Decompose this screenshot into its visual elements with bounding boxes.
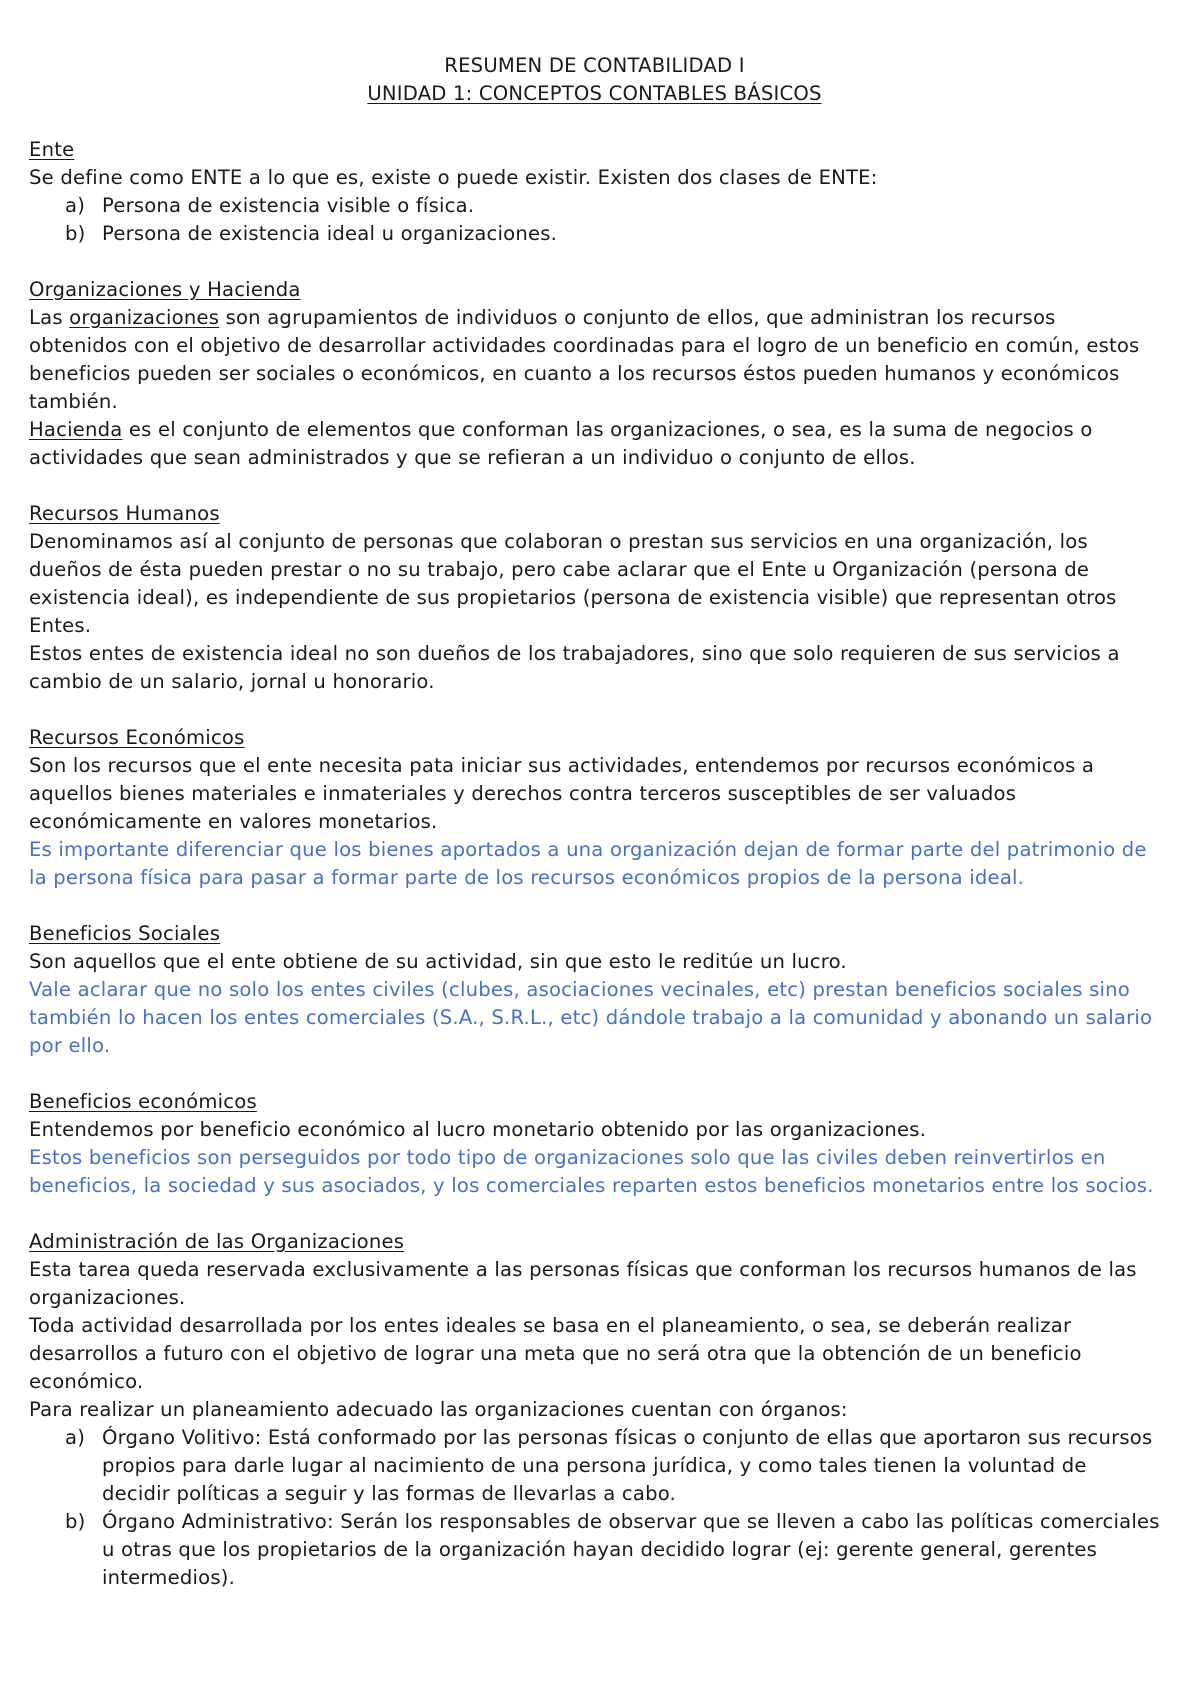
text-run: son agrupamientos de individuos o conjunto de ellos, que administran los recursos obtenidos con el objetivo de desarrollar actividades coordinadas para el logro de un beneficio en común, estos beneficios pueden ser sociales o económicos, en cuanto a los recursos éstos pueden humanos y económicos también. (29, 306, 1140, 413)
section-heading-ente: Ente (29, 138, 75, 161)
list-marker: b) (65, 222, 86, 245)
text-run: Las (29, 306, 70, 329)
term-organizaciones: organizaciones (69, 306, 220, 329)
text-run: es el conjunto de elementos que conforman las organizaciones, o sea, es la suma de negocios o actividades que sean administrados y que se refieran a un individuo o conjunto de ellos. (29, 418, 1093, 469)
spacer (29, 108, 1160, 136)
hacienda-paragraph (29, 416, 1160, 472)
list-marker: b) (65, 1510, 86, 1533)
spacer (29, 892, 1160, 920)
section-beneficios-economicos (29, 1088, 1160, 1200)
recursos-economicos-paragraph-1: Son los recursos que el ente necesita pata iniciar sus actividades, entendemos por recursos económicos a aquellos bienes materiales e inmateriales y derechos contra terceros susceptibles de ser valuados económicamente en valores monetarios. (29, 754, 1095, 833)
beneficios-sociales-note: Vale aclarar que no solo los entes civiles (clubes, asociaciones vecinales, etc) prestan beneficios sociales sino también lo hacen los entes comerciales (S.A., S.R.L., etc) dándole trabajo a la comunidad y abonando un salario por ello. (29, 978, 1153, 1057)
organizaciones-paragraph (29, 304, 1160, 416)
organos-list (29, 1424, 1160, 1592)
section-heading-recursos-humanos: Recursos Humanos (29, 502, 220, 525)
administracion-paragraph-1: Esta tarea queda reservada exclusivamente a las personas físicas que conforman los recursos humanos de las organizaciones. (29, 1258, 1137, 1309)
list-item-text: Órgano Volitivo: Está conformado por las personas físicas o conjunto de ellas que aportaron sus recursos propios para darle lugar al nacimiento de una persona jurídica, y como tales tienen la voluntad de decidir políticas a seguir y las formas de llevarlas a cabo. (102, 1426, 1153, 1505)
section-heading-beneficios-economicos: Beneficios económicos (29, 1090, 257, 1113)
list-item-text: Persona de existencia visible o física. (102, 194, 475, 217)
section-heading-recursos-economicos: Recursos Económicos (29, 726, 245, 749)
section-organizaciones (29, 276, 1160, 472)
beneficios-economicos-paragraph-1: Entendemos por beneficio económico al lucro monetario obtenido por las organizaciones. (29, 1118, 927, 1141)
spacer (29, 248, 1160, 276)
list-item (29, 220, 1160, 248)
section-beneficios-sociales (29, 920, 1160, 1060)
list-marker: a) (65, 1426, 86, 1449)
list-item (29, 192, 1160, 220)
spacer (29, 1200, 1160, 1228)
section-heading-beneficios-sociales: Beneficios Sociales (29, 922, 221, 945)
list-marker: a) (65, 194, 86, 217)
administracion-paragraph-2: Toda actividad desarrollada por los entes ideales se basa en el planeamiento, o sea, se deberán realizar desarrollos a futuro con el objetivo de lograr una meta que no será otra que la obtención de un beneficio económico. (29, 1314, 1082, 1393)
recursos-humanos-paragraph-1: Denominamos así al conjunto de personas que colaboran o prestan sus servicios en una organización, los dueños de ésta pueden prestar o no su trabajo, pero cabe aclarar que el Ente u Organización (persona de existencia ideal), es independiente de sus propietarios (persona de existencia visible) que representan otros Entes. (29, 530, 1117, 637)
administracion-paragraph-3: Para realizar un planeamiento adecuado las organizaciones cuentan con órganos: (29, 1398, 848, 1421)
section-heading-administracion: Administración de las Organizaciones (29, 1230, 405, 1253)
ente-intro: Se define como ENTE a lo que es, existe o puede existir. Existen dos clases de ENTE: (29, 166, 878, 189)
list-item-text: Órgano Administrativo: Serán los responsables de observar que se lleven a cabo las políticas comerciales u otras que los propietarios de la organización hayan decidido lograr (ej: gerente general, gerentes intermedios). (102, 1510, 1160, 1589)
document-subtitle: UNIDAD 1: CONCEPTOS CONTABLES BÁSICOS (367, 82, 822, 105)
beneficios-sociales-paragraph-1: Son aquellos que el ente obtiene de su actividad, sin que esto le reditúe un lucro. (29, 950, 847, 973)
section-heading-organizaciones: Organizaciones y Hacienda (29, 278, 301, 301)
recursos-humanos-paragraph-2: Estos entes de existencia ideal no son dueños de los trabajadores, sino que solo requieren de sus servicios a cambio de un salario, jornal u honorario. (29, 642, 1120, 693)
spacer (29, 472, 1160, 500)
spacer (29, 1060, 1160, 1088)
list-item (29, 1508, 1160, 1592)
section-ente (29, 136, 1160, 248)
section-administracion (29, 1228, 1160, 1592)
section-recursos-humanos (29, 500, 1160, 696)
list-item-text: Persona de existencia ideal u organizaciones. (102, 222, 558, 245)
term-hacienda: Hacienda (29, 418, 123, 441)
recursos-economicos-note: Es importante diferenciar que los bienes aportados a una organización dejan de formar parte del patrimonio de la persona física para pasar a formar parte de los recursos económicos propios de la persona ideal. (29, 838, 1147, 889)
section-recursos-economicos (29, 724, 1160, 892)
list-item (29, 1424, 1160, 1508)
spacer (29, 696, 1160, 724)
ente-list (29, 192, 1160, 248)
document-title: RESUMEN DE CONTABILIDAD I (444, 54, 745, 77)
beneficios-economicos-note: Estos beneficios son perseguidos por todo tipo de organizaciones solo que las civiles deben reinvertirlos en beneficios, la sociedad y sus asociados, y los comerciales reparten estos beneficios monetarios entre los socios. (29, 1146, 1154, 1197)
